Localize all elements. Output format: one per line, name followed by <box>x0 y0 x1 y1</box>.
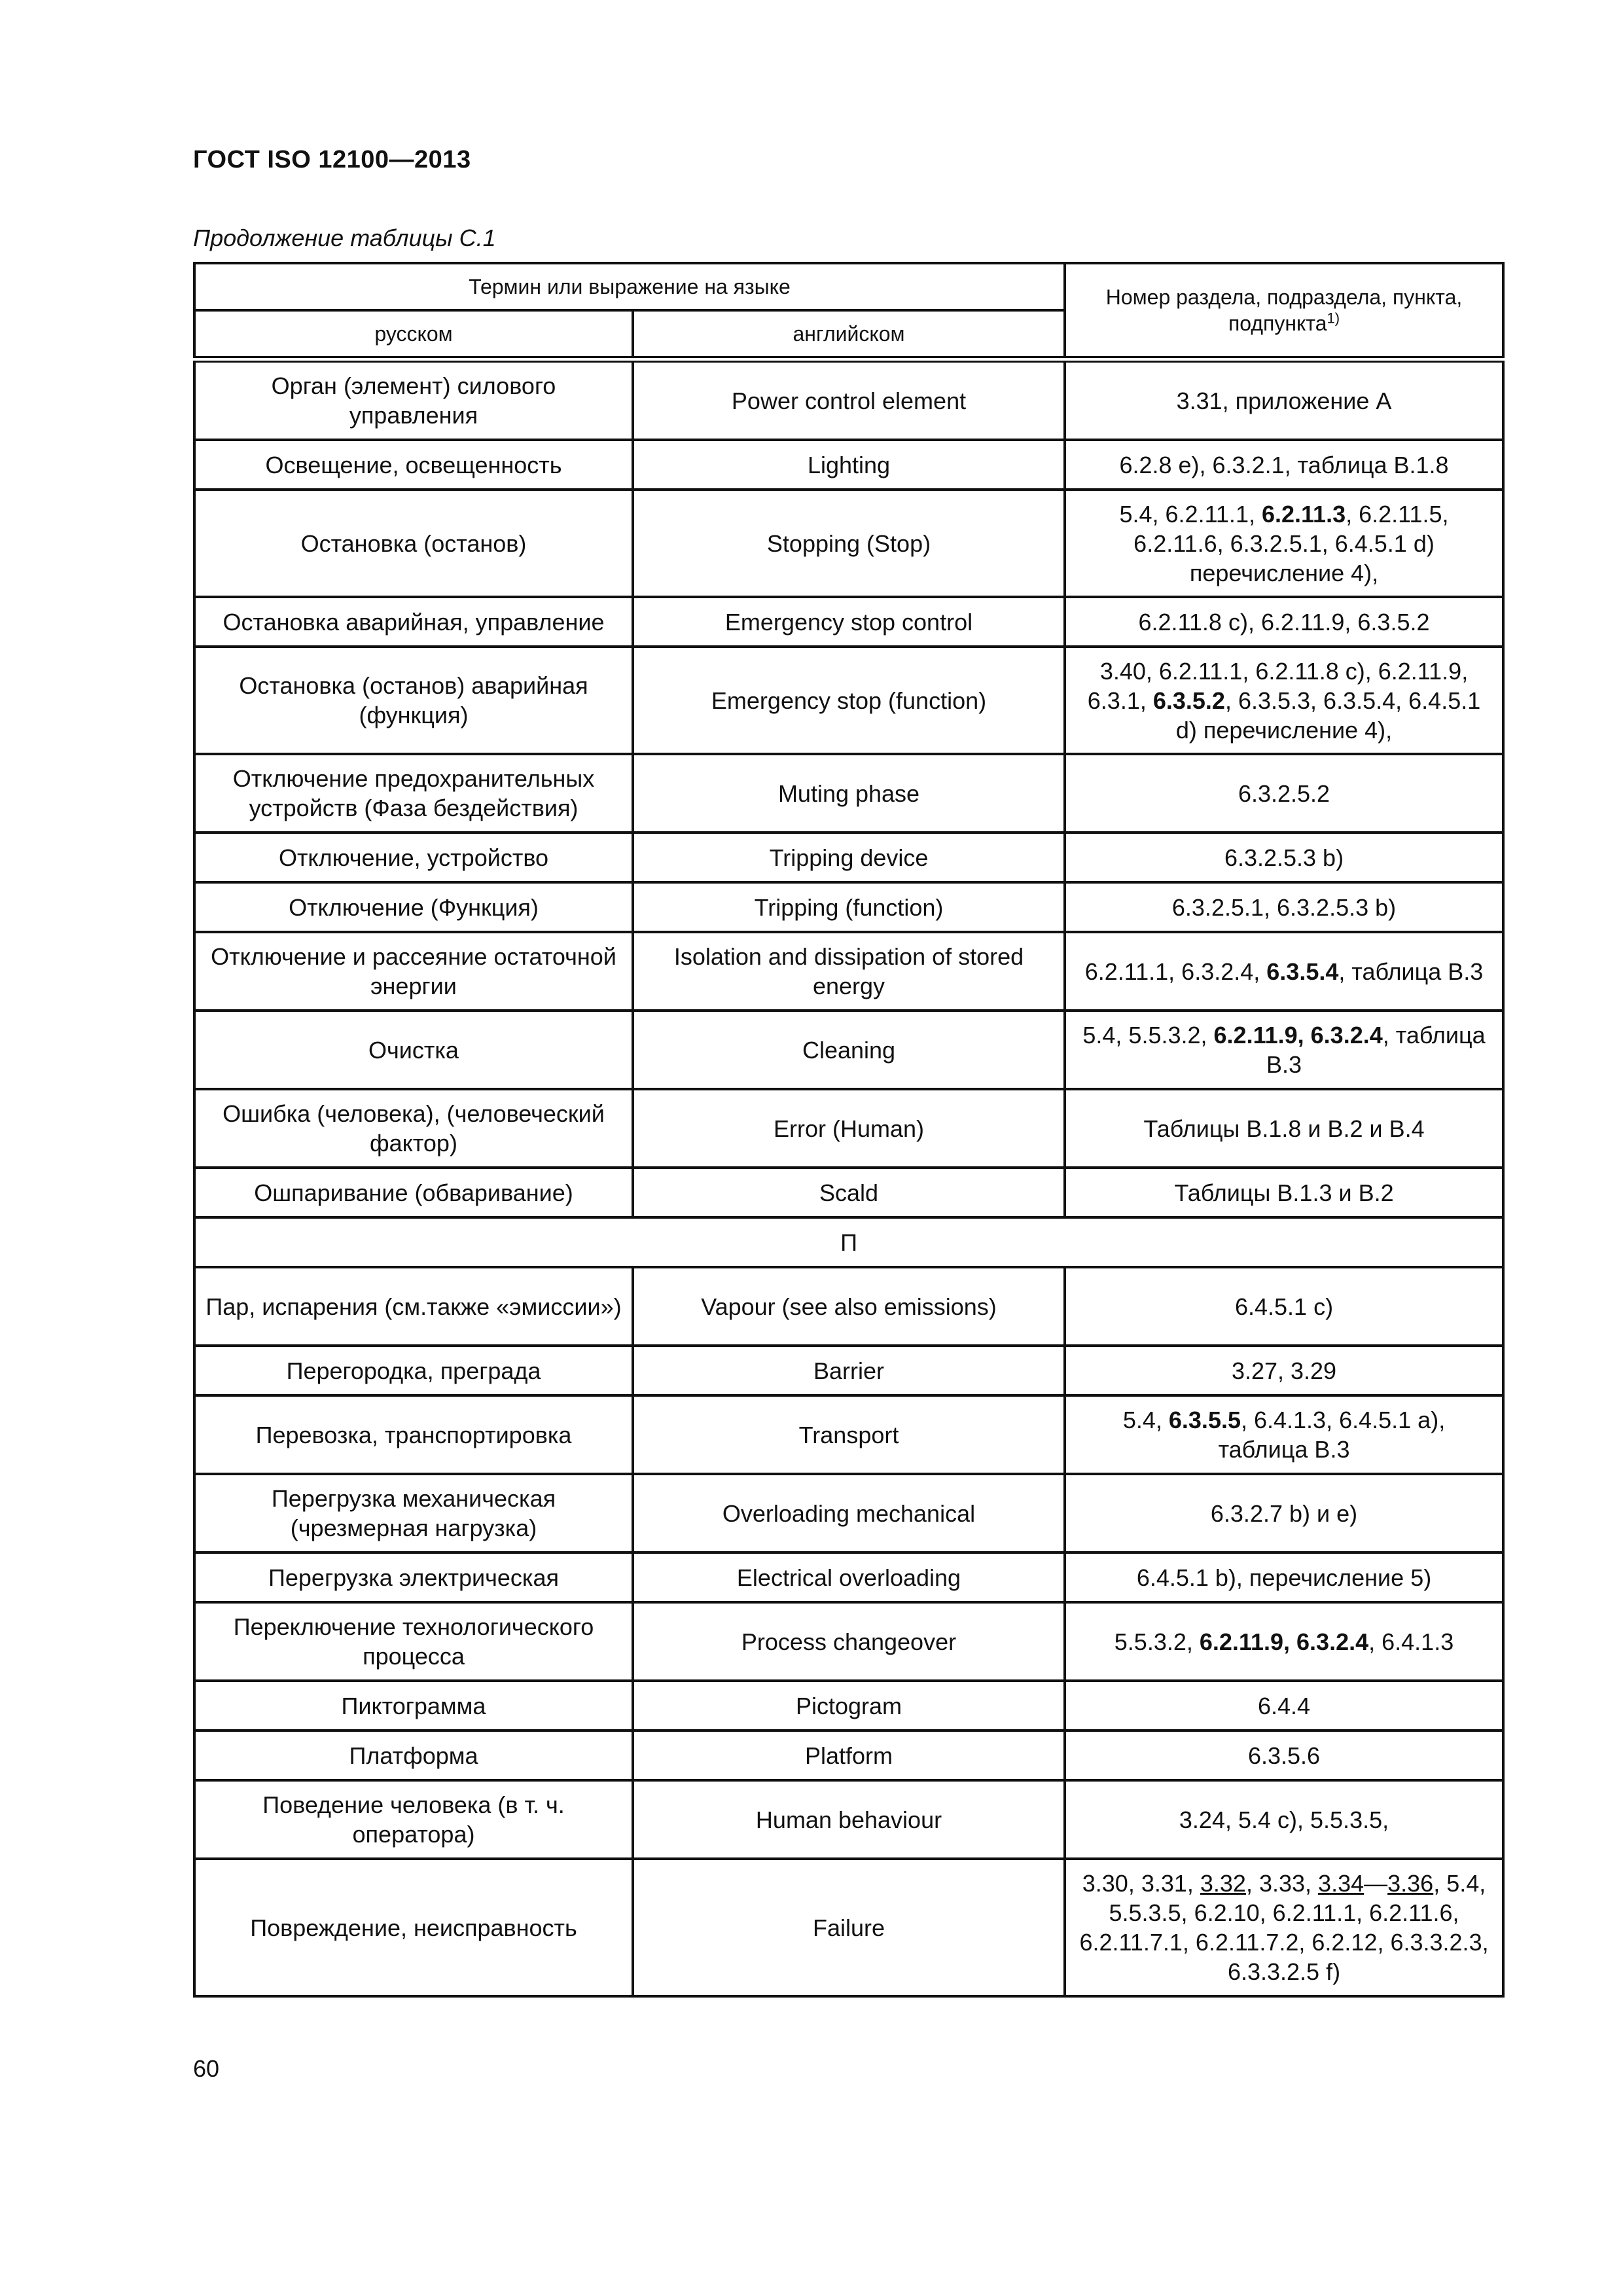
term-russian: Поведение человека (в т. ч. оператора) <box>194 1780 633 1859</box>
term-english: Power control element <box>633 359 1065 440</box>
reference-text: — <box>1364 1870 1388 1897</box>
term-russian: Повреждение, неисправность <box>194 1859 633 1996</box>
term-russian: Отключение (Функция) <box>194 882 633 932</box>
document-header: ГОСТ ISO 12100—2013 <box>193 146 471 173</box>
term-russian: Пиктограмма <box>194 1681 633 1731</box>
term-group-header: Термин или выражение на языке <box>194 263 1065 310</box>
term-reference <box>1065 1681 1503 1731</box>
term-reference <box>1065 440 1503 490</box>
reference-footnote-mark: 1) <box>1327 310 1340 327</box>
table-row <box>194 1731 1503 1780</box>
term-english: Isolation and dissipation of stored energy <box>633 932 1065 1011</box>
reference-text: 6.3.5.6 <box>1247 1742 1321 1769</box>
table-row <box>194 833 1503 882</box>
term-reference <box>1065 932 1503 1011</box>
reference-text: , 3.33, <box>1245 1870 1319 1897</box>
term-english: Process changeover <box>633 1602 1065 1681</box>
term-russian: Перевозка, транспортировка <box>194 1395 633 1474</box>
reference-text: 6.2.11.8 с), 6.2.11.9, 6.3.5.2 <box>1138 608 1430 636</box>
table-header <box>194 263 1503 359</box>
table-row <box>194 754 1503 833</box>
table-row <box>194 647 1503 754</box>
english-column-header: английском <box>633 310 1065 359</box>
term-english: Transport <box>633 1395 1065 1474</box>
table-row <box>194 1267 1503 1346</box>
table-row <box>194 932 1503 1011</box>
reference-bold: 6.3.5.4 <box>1266 958 1339 985</box>
term-russian: Платформа <box>194 1731 633 1780</box>
reference-text: 6.4.5.1 b), перечисление 5) <box>1136 1564 1432 1591</box>
table-row <box>194 1552 1503 1602</box>
reference-header <box>1065 263 1503 359</box>
table-row <box>194 490 1503 597</box>
term-english: Tripping device <box>633 833 1065 882</box>
term-russian: Перегрузка электрическая <box>194 1552 633 1602</box>
term-english: Overloading mechanical <box>633 1474 1065 1552</box>
reference-underlined: 3.36 <box>1387 1870 1434 1897</box>
term-russian: Отключение предохранительных устройств (Фаза бездействия) <box>194 754 633 833</box>
reference-text: 6.3.2.5.3 b) <box>1224 844 1344 871</box>
table-row <box>194 1780 1503 1859</box>
term-english: Failure <box>633 1859 1065 1996</box>
reference-underlined: 3.32 <box>1200 1870 1246 1897</box>
table-row <box>194 1395 1503 1474</box>
term-english: Platform <box>633 1731 1065 1780</box>
reference-text: 6.3.2.5.1, 6.3.2.5.3 b) <box>1171 893 1397 921</box>
term-reference <box>1065 1474 1503 1552</box>
reference-text: , таблица В.3 <box>1266 1022 1486 1078</box>
term-reference <box>1065 754 1503 833</box>
term-russian: Освещение, освещенность <box>194 440 633 490</box>
reference-text: 3.24, 5.4 с), 5.5.3.5, <box>1179 1806 1389 1833</box>
table-row <box>194 597 1503 647</box>
term-english: Electrical overloading <box>633 1552 1065 1602</box>
term-english: Stopping (Stop) <box>633 490 1065 597</box>
reference-header-text: Номер раздела, подраздела, пункта, подпункта <box>1105 285 1463 335</box>
table-row <box>194 1089 1503 1168</box>
term-reference <box>1065 359 1503 440</box>
reference-text: 3.40, 6.2.11.1, 6.2.11.8 с), 6.2.11.9, 6.3.1, <box>1087 657 1469 714</box>
table-row <box>194 882 1503 932</box>
reference-text: , 6.2.11.5, 6.2.11.6, 6.3.2.5.1, 6.4.5.1 d) перечисление 4), <box>1133 500 1449 586</box>
term-reference <box>1065 882 1503 932</box>
reference-text: 6.3.2.7 b) и е) <box>1210 1499 1358 1527</box>
table-row <box>194 1011 1503 1089</box>
russian-column-header: русском <box>194 310 633 359</box>
term-russian: Пар, испарения (см.также «эмиссии») <box>194 1267 633 1346</box>
reference-bold: 6.3.5.2 <box>1152 687 1225 714</box>
term-russian: Отключение и рассеяние остаточной энергии <box>194 932 633 1011</box>
term-english: Lighting <box>633 440 1065 490</box>
term-russian: Ошибка (человека), (человеческий фактор) <box>194 1089 633 1168</box>
term-russian: Остановка (останов) <box>194 490 633 597</box>
term-russian: Остановка аварийная, управление <box>194 597 633 647</box>
term-english: Barrier <box>633 1346 1065 1395</box>
term-russian: Переключение технологического процесса <box>194 1602 633 1681</box>
table-caption: Продолжение таблицы С.1 <box>193 224 496 251</box>
term-english: Human behaviour <box>633 1780 1065 1859</box>
term-russian: Перегрузка механическая (чрезмерная нагрузка) <box>194 1474 633 1552</box>
page-number: 60 <box>193 2055 220 2082</box>
term-reference <box>1065 1780 1503 1859</box>
term-reference <box>1065 1602 1503 1681</box>
term-russian: Остановка (останов) аварийная (функция) <box>194 647 633 754</box>
reference-text: 6.2.8 е), 6.3.2.1, таблица В.1.8 <box>1119 451 1449 478</box>
reference-bold: 6.2.11.9, 6.3.2.4 <box>1199 1628 1369 1655</box>
term-reference <box>1065 1552 1503 1602</box>
term-reference <box>1065 1731 1503 1780</box>
section-row <box>194 1217 1503 1267</box>
reference-text: , 5.4, 5.5.3.5, 6.2.10, 6.2.11.1, 6.2.11.6, 6.2.11.7.1, 6.2.11.7.2, 6.2.12, 6.3.3.2.3, 6.3.3.2.5 f) <box>1079 1870 1489 1985</box>
term-english: Muting phase <box>633 754 1065 833</box>
table-body <box>194 359 1503 1996</box>
table-row <box>194 440 1503 490</box>
term-english: Emergency stop control <box>633 597 1065 647</box>
term-reference <box>1065 1346 1503 1395</box>
term-english: Scald <box>633 1168 1065 1217</box>
reference-text: 3.31, приложение А <box>1176 387 1392 414</box>
term-reference <box>1065 647 1503 754</box>
reference-text: 3.27, 3.29 <box>1231 1357 1337 1384</box>
term-russian: Очистка <box>194 1011 633 1089</box>
term-reference <box>1065 1168 1503 1217</box>
term-english: Emergency stop (function) <box>633 647 1065 754</box>
term-russian: Ошпаривание (обваривание) <box>194 1168 633 1217</box>
reference-text: Таблицы В.1.3 и В.2 <box>1174 1179 1394 1206</box>
term-reference <box>1065 1089 1503 1168</box>
term-reference <box>1065 1395 1503 1474</box>
terms-table <box>193 262 1505 1998</box>
reference-underlined: 3.34 <box>1318 1870 1364 1897</box>
reference-text: , 6.3.5.3, 6.3.5.4, 6.4.5.1 d) перечисление 4), <box>1175 687 1481 744</box>
reference-text: 3.30, 3.31, <box>1082 1870 1200 1897</box>
reference-text: 6.4.4 <box>1257 1692 1311 1719</box>
table-row <box>194 1681 1503 1731</box>
term-english: Pictogram <box>633 1681 1065 1731</box>
reference-text: , 6.4.1.3, 6.4.5.1 а), таблица В.3 <box>1218 1407 1446 1463</box>
reference-bold: 6.3.5.5 <box>1168 1407 1241 1433</box>
term-reference <box>1065 1859 1503 1996</box>
reference-text: , 6.4.1.3 <box>1368 1628 1454 1655</box>
reference-text: 6.4.5.1 с) <box>1234 1293 1334 1320</box>
term-russian: Орган (элемент) силового управления <box>194 359 633 440</box>
table-row <box>194 1474 1503 1552</box>
term-russian: Отключение, устройство <box>194 833 633 882</box>
term-english: Vapour (see also emissions) <box>633 1267 1065 1346</box>
section-letter: П <box>194 1217 1503 1267</box>
term-english: Cleaning <box>633 1011 1065 1089</box>
reference-bold: 6.2.11.3 <box>1261 500 1346 528</box>
term-russian: Перегородка, преграда <box>194 1346 633 1395</box>
table-row <box>194 1346 1503 1395</box>
table-row <box>194 1859 1503 1996</box>
term-reference <box>1065 1267 1503 1346</box>
reference-text: Таблицы В.1.8 и В.2 и В.4 <box>1143 1115 1425 1142</box>
term-english: Error (Human) <box>633 1089 1065 1168</box>
term-english: Tripping (function) <box>633 882 1065 932</box>
reference-text: 6.2.11.1, 6.3.2.4, <box>1084 958 1267 985</box>
reference-text: 5.5.3.2, <box>1114 1628 1200 1655</box>
reference-text: , таблица В.3 <box>1338 958 1484 985</box>
reference-text: 5.4, 5.5.3.2, <box>1082 1022 1214 1049</box>
term-reference <box>1065 1011 1503 1089</box>
term-reference <box>1065 597 1503 647</box>
reference-bold: 6.2.11.9, 6.3.2.4 <box>1213 1022 1383 1049</box>
reference-text: 5.4, <box>1122 1407 1169 1433</box>
reference-text: 6.3.2.5.2 <box>1238 780 1330 807</box>
table-row <box>194 1168 1503 1217</box>
table-row <box>194 359 1503 440</box>
term-reference <box>1065 833 1503 882</box>
term-reference <box>1065 490 1503 597</box>
table-row <box>194 1602 1503 1681</box>
reference-text: 5.4, 6.2.11.1, <box>1119 500 1262 528</box>
